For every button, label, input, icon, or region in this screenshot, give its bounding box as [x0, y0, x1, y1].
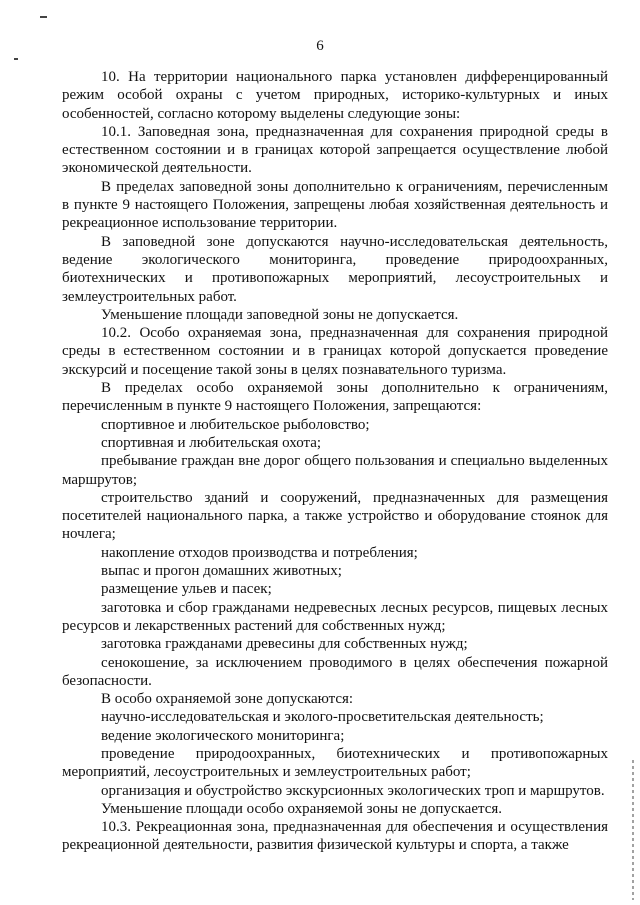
paragraph: 10.1. Заповедная зона, предназначенная для сохранения природной среды в естественном состоянии и в границах которой запрещается осуществление любой экономической деятельности. — [62, 123, 608, 177]
paragraph: 10.2. Особо охраняемая зона, предназначенная для сохранения природной среды в естественном состоянии и в границах которой допускается проведение экскурсий и посещение такой зоны в целях познавательного туризма. — [62, 325, 608, 378]
list-item: сенокошение, за исключением проводимого в целях обеспечения пожарной безопасности. — [62, 654, 608, 689]
paragraph: Уменьшение площади особо охраняемой зоны не допускается. — [101, 800, 503, 817]
scan-mark — [14, 58, 18, 60]
list-item: ведение экологического мониторинга; — [101, 727, 345, 744]
paragraph: В пределах особо охраняемой зоны дополнительно к ограничениям, перечисленным в пункте 9 настоящего Положения, запрещаются: — [62, 380, 608, 415]
binding-edge — [632, 760, 634, 900]
list-item: организация и обустройство экскурсионных экологических троп и маршрутов. — [101, 782, 605, 799]
paragraph: 10.3. Рекреационная зона, предназначенная для обеспечения и осуществления рекреационной деятельности, развития физической культуры и спорта, а также — [62, 819, 608, 854]
scan-mark — [40, 16, 47, 18]
list-item: заготовка и сбор гражданами недревесных лесных ресурсов, пищевых лесных ресурсов и лекарственных растений для собственных нужд; — [62, 599, 608, 634]
paragraph: 10. На территории национального парка установлен дифференцированный режим особой охраны с учетом природных, историко-культурных и иных особенностей, согласно которому выделены следующие зоны: — [62, 69, 608, 122]
list-item: проведение природоохранных, биотехнических и противопожарных мероприятий, лесоустроительных и землеустроительных работ; — [62, 745, 608, 781]
list-item: размещение ульев и пасек; — [101, 581, 272, 598]
page-number: 6 — [316, 38, 324, 54]
list-item: строительство зданий и сооружений, предназначенных для размещения посетителей национального парка, а также устройство и оборудование стоянок для ночлега; — [62, 489, 608, 543]
paragraph: В пределах заповедной зоны дополнительно к ограничениям, перечисленным в пункте 9 настоящего Положения, запрещены любая хозяйственная деятельность и рекреационное использование территории. — [62, 178, 608, 232]
document-body — [62, 68, 608, 855]
list-item: научно-исследовательская и эколого-просветительская деятельность; — [101, 709, 544, 726]
list-item: спортивная и любительская охота; — [101, 434, 322, 451]
paragraph: В заповедной зоне допускаются научно-исследовательская деятельность, ведение экологического мониторинга, проведение природоохранных, биотехнических и противопожарных мероприятий, лесоустроительных и землеустроительных работ. — [62, 233, 608, 305]
list-item: спортивное и любительское рыболовство; — [101, 416, 370, 433]
paragraph: В особо охраняемой зоне допускаются: — [101, 691, 354, 708]
list-item: выпас и прогон домашних животных; — [101, 563, 342, 580]
list-item: заготовка гражданами древесины для собственных нужд; — [101, 636, 468, 653]
paragraph: Уменьшение площади заповедной зоны не допускается. — [101, 306, 459, 323]
list-item: накопление отходов производства и потребления; — [101, 544, 418, 561]
list-item: пребывание граждан вне дорог общего пользования и специально выделенных маршрутов; — [62, 453, 608, 488]
